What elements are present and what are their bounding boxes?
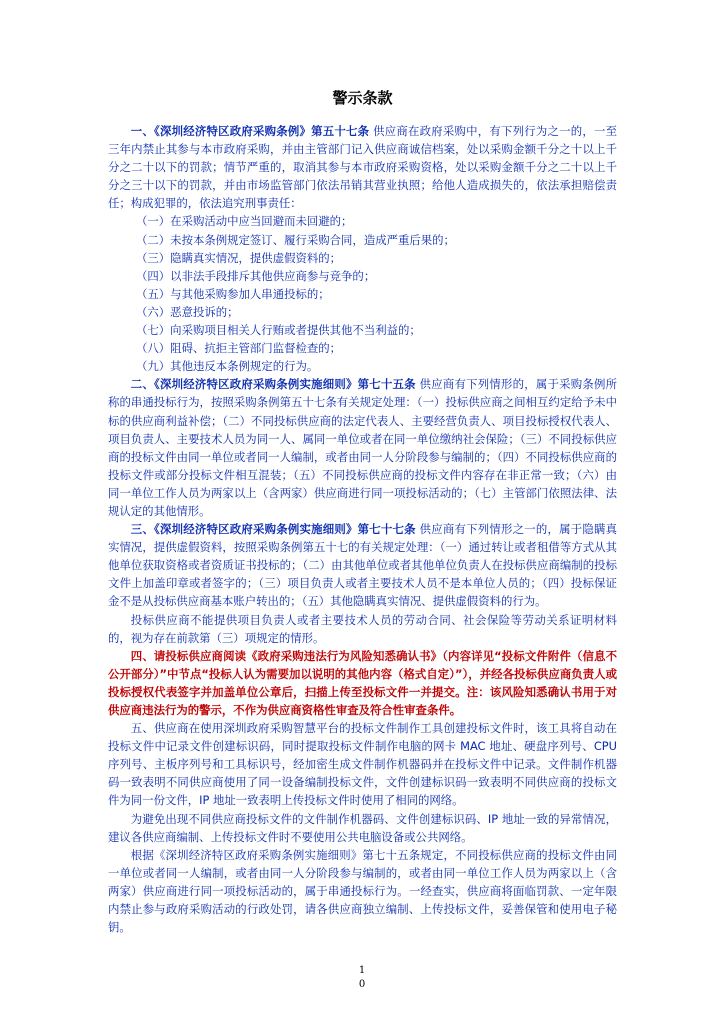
section-1-paragraph xyxy=(108,122,617,212)
section-3-paragraph xyxy=(108,520,617,610)
section-2-reference: 《深圳经济特区政府采购条例实施细则》第七十五条 xyxy=(154,377,416,392)
section-4-warning: 四、请投标供应商阅读《政府采购违法行为风险知悉确认书》（内容详见“投标文件附件（信息不公开部分）”中节点“投标人认为需要加以说明的其他内容（格式自定）”），并经各投标供应商负责人或投标授权代表签字并加盖单位公章后，扫描上传至投标文件一并提交。注：该风险知悉确认书用于对供应商违法行为的警示，不作为供应商资格性审查及符合性审查条件。 xyxy=(108,648,617,717)
section-1-number: 一、 xyxy=(130,124,155,138)
page-title: 警示条款 xyxy=(332,89,393,107)
section-1-item: （七）向采购项目相关人行贿或者提供其他不当利益的； xyxy=(136,323,421,338)
section-1-item: （二）未按本条例规定签订、履行采购合同，造成严重后果的； xyxy=(136,232,455,247)
section-3-note: 投标供应商不能提供项目负责人或者主要技术人员的劳动合同、社会保险等劳动关系证明材料的，视为存在前款第（三）项规定的情形。 xyxy=(108,612,617,645)
section-1-item: （六）恶意投诉的； xyxy=(136,304,239,319)
section-3-reference: 《深圳经济特区政府采购条例实施细则》第七十七条 xyxy=(154,522,416,537)
section-1-body: 供应商在政府采购中，有下列行为之一的，一至三年内禁止其参与本市政府采购，并由主管部门记入供应商诚信档案，处以采购金额千分之十以上千分之二十以下的罚款；情节严重的，取消其参与本市政府采购资格，处以采购金额千分之二十以上千分之三十以下的罚款，并由市场监管部门依法吊销其营业执照；给他人造成损失的，依法承担赔偿责任；构成犯罪的，依法追究刑事责任： xyxy=(108,124,617,211)
section-2-number: 二、 xyxy=(130,377,155,392)
page-number-line-1: 1 xyxy=(358,965,366,976)
page-number-line-2: 0 xyxy=(358,979,366,990)
page-number xyxy=(350,964,374,992)
section-1-item: （四）以非法手段排斥其他供应商参与竞争的； xyxy=(136,268,376,283)
section-1-item: （三）隐瞒真实情况，提供虚假资料的； xyxy=(136,250,342,265)
section-1-reference: 《深圳经济特区政府采购条例》第五十七条 xyxy=(154,124,370,138)
section-3-body: 供应商有下列情形之一的，属于隐瞒真实情况，提供虚假资料，按照采购条例第五十七的有关规定处理：（一）通过转让或者租借等方式从其他单位获取资格或者资质证书投标的；（二）由其他单位或者其他单位负责人在投标供应商编制的投标文件上加盖印章或者签字的；（三）项目负责人或者主要技术人员不是本单位人员的；（四）投标保证金不是从投标供应商基本账户转出的；（五）其他隐瞒真实情况、提供虚假资料的行为。 xyxy=(108,522,617,609)
document-page xyxy=(108,86,617,936)
section-2-body: 供应商有下列情形的，属于采购条例所称的串通投标行为，按照采购条例第五十七条有关规定处理：（一）投标供应商之间相互约定给予未中标的供应商利益补偿；（二）不同投标供应商的法定代表人、主要经营负责人、项目投标授权代表人、项目负责人、主要技术人员为同一人、属同一单位或者在同一单位缴纳社会保险；（三）不同投标供应商的投标文件由同一单位或者同一人编制，或者由同一人分阶段参与编制的；（四）不同投标供应商的投标文件或部分投标文件相互混装；（五）不同投标供应商的投标文件内容存在非正常一致；（六）由同一单位工作人员为两家以上（含两家）供应商进行同一项投标活动的；（七）主管部门依照法律、法规认定的其他情形。 xyxy=(108,377,617,518)
section-5-regulation: 根据《深圳经济特区政府采购条例实施细则》第七十五条规定，不同投标供应商的投标文件由同一单位或者同一人编制，或者由同一人分阶段参与编制的，或者由同一单位工作人员为两家以上（含两家）供应商进行同一项投标活动的，属于串通投标行为。一经查实，供应商将面临罚款、一定年限内禁止参与政府采购活动的行政处罚，请各供应商独立编制、上传投标文件，妥善保管和使用电子秘钥。 xyxy=(108,847,617,935)
section-1-item: （九）其他违反本条例规定的行为。 xyxy=(136,359,319,374)
section-1-item-list xyxy=(108,212,617,375)
section-3-number: 三、 xyxy=(130,522,155,537)
section-5-paragraph: 五、供应商在使用深圳政府采购智慧平台的投标文件制作工具创建投标文件时，该工具将自动在投标文件中记录文件创建标识码，同时提取投标文件制作电脑的网卡 MAC 地址、硬盘序列号、CPU 序列号、主板序列号和工具标识号，经加密生成文件制作机器码并在投标文件中记录。文件制作机器码一致表明不同供应商使用了同一设备编制投标文件，文件创建标识码一致表明不同供应商的投标文件为同一份文件，IP 地址一致表明上传投标文件时使用了相同的网络。 xyxy=(108,721,617,808)
section-1-item: （八）阻碍、抗拒主管部门监督检查的； xyxy=(136,341,342,356)
section-1-item: （一）在采购活动中应当回避而未回避的； xyxy=(136,214,353,229)
section-1-item: （五）与其他采购参加人串通投标的； xyxy=(136,286,330,301)
section-5-advice: 为避免出现不同供应商投标文件的文件制作机器码、文件创建标识码、IP 地址一致的异常情况，建议各供应商编制、上传投标文件时不要使用公共电脑设备或公共网络。 xyxy=(108,811,617,844)
section-2-paragraph xyxy=(108,375,617,520)
